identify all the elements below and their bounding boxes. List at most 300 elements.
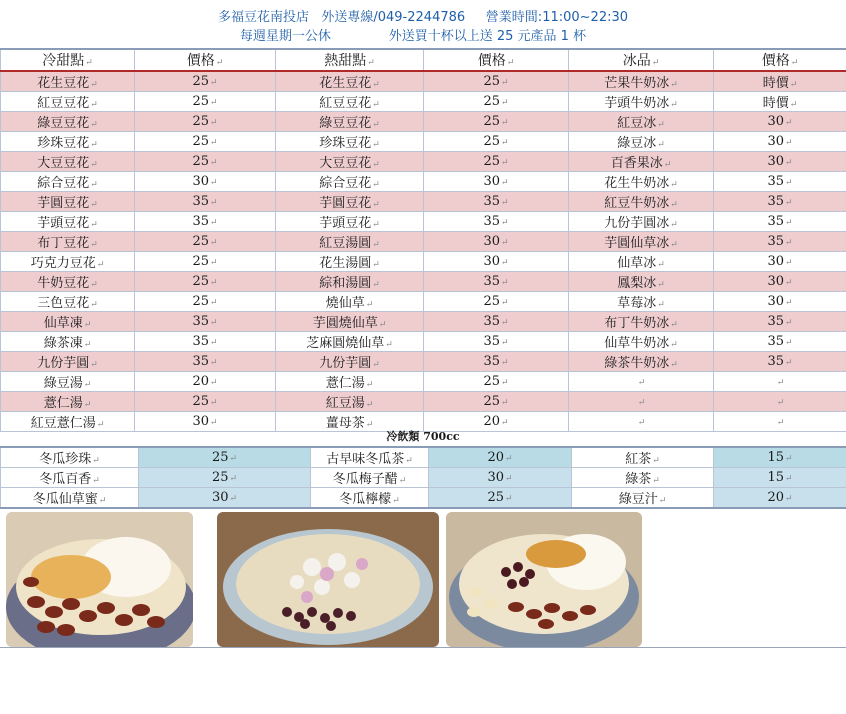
cold-dessert-price-cell bbox=[135, 92, 276, 112]
hot-dessert-name: 花生豆花 bbox=[319, 76, 372, 91]
ice-price: 30 bbox=[767, 294, 784, 309]
dessert-menu-table bbox=[0, 48, 846, 432]
paragraph-mark-icon: ↵ bbox=[501, 298, 509, 308]
cold-dessert-price-cell bbox=[135, 292, 276, 312]
menu-row bbox=[1, 132, 846, 152]
paragraph-mark-icon: ↵ bbox=[657, 140, 665, 150]
paragraph-mark-icon: ↵ bbox=[670, 80, 678, 90]
ice-name: 布丁牛奶冰 bbox=[604, 316, 670, 331]
hot-dessert-price: 25 bbox=[483, 114, 500, 129]
paragraph-mark-icon: ↵ bbox=[229, 474, 238, 484]
paragraph-mark-icon: ↵ bbox=[670, 340, 678, 350]
drink-name: 綠茶 bbox=[625, 472, 652, 487]
paragraph-mark-icon: ↵ bbox=[83, 400, 92, 410]
paragraph-mark-icon: ↵ bbox=[372, 200, 380, 210]
drink-name-cell bbox=[572, 488, 714, 509]
ice-price-cell bbox=[714, 212, 846, 232]
ice-price-cell bbox=[714, 172, 846, 192]
cold-dessert-price: 25 bbox=[192, 294, 209, 309]
hot-dessert-name-cell bbox=[276, 132, 424, 152]
paragraph-mark-icon: ↵ bbox=[215, 58, 224, 68]
paragraph-mark-icon: ↵ bbox=[83, 340, 92, 350]
drink-row bbox=[1, 468, 846, 488]
ice-price-cell bbox=[714, 252, 846, 272]
paragraph-mark-icon: ↵ bbox=[372, 180, 380, 190]
hot-dessert-price-cell bbox=[424, 112, 569, 132]
paragraph-mark-icon: ↵ bbox=[505, 494, 513, 504]
menu-row bbox=[1, 352, 846, 372]
ice-name: 仙草冰 bbox=[617, 256, 657, 271]
ice-price: 35 bbox=[767, 174, 784, 189]
paragraph-mark-icon: ↵ bbox=[670, 240, 678, 250]
paragraph-mark-icon: ↵ bbox=[501, 358, 509, 368]
paragraph-mark-icon: ↵ bbox=[210, 338, 218, 348]
hot-dessert-name-cell bbox=[276, 152, 424, 172]
cold-dessert-name: 薏仁湯 bbox=[43, 396, 83, 411]
ice-name: 鳳梨冰 bbox=[617, 276, 657, 291]
paragraph-mark-icon: ↵ bbox=[210, 98, 218, 108]
ice-name-cell bbox=[569, 132, 714, 152]
cold-dessert-name: 珍珠豆花 bbox=[37, 136, 90, 151]
paragraph-mark-icon: ↵ bbox=[210, 358, 218, 368]
paragraph-mark-icon: ↵ bbox=[210, 378, 218, 388]
cold-dessert-name: 綠茶凍 bbox=[43, 336, 83, 351]
cold-dessert-name-cell bbox=[1, 71, 135, 92]
hot-dessert-price: 25 bbox=[483, 374, 500, 389]
ice-price-cell bbox=[714, 392, 846, 412]
menu-header-cell bbox=[569, 49, 714, 71]
paragraph-mark-icon: ↵ bbox=[785, 198, 793, 208]
ice-price-cell bbox=[714, 232, 846, 252]
cold-dessert-name-cell bbox=[1, 132, 135, 152]
menu-header-cell bbox=[135, 49, 276, 71]
hot-dessert-name-cell bbox=[276, 232, 424, 252]
hot-dessert-price: 25 bbox=[483, 154, 500, 169]
paragraph-mark-icon: ↵ bbox=[372, 240, 380, 250]
column-header: 價格 bbox=[761, 53, 790, 69]
ice-price-cell bbox=[714, 272, 846, 292]
paragraph-mark-icon: ↵ bbox=[785, 238, 793, 248]
paragraph-mark-icon: ↵ bbox=[670, 180, 678, 190]
hot-dessert-name-cell bbox=[276, 352, 424, 372]
cold-dessert-price: 25 bbox=[192, 134, 209, 149]
hot-dessert-name: 紅豆湯圓 bbox=[319, 236, 372, 251]
drink-name-cell bbox=[311, 447, 429, 468]
cold-dessert-price: 25 bbox=[192, 394, 209, 409]
hot-dessert-name: 九份芋圓 bbox=[319, 356, 372, 371]
paragraph-mark-icon: ↵ bbox=[501, 398, 509, 408]
drink-price: 20 bbox=[767, 490, 784, 505]
cold-dessert-price-cell bbox=[135, 172, 276, 192]
cold-dessert-name-cell bbox=[1, 232, 135, 252]
ice-name: 草莓冰 bbox=[617, 296, 657, 311]
paragraph-mark-icon: ↵ bbox=[372, 260, 380, 270]
drink-price-cell bbox=[714, 468, 846, 488]
column-header: 熱甜點 bbox=[324, 53, 367, 69]
column-header: 冷甜點 bbox=[42, 53, 85, 69]
drink-name: 冬瓜百香 bbox=[39, 472, 92, 487]
paragraph-mark-icon: ↵ bbox=[210, 198, 218, 208]
cold-dessert-price: 35 bbox=[192, 334, 209, 349]
ice-price: 時價 bbox=[762, 76, 789, 91]
paragraph-mark-icon: ↵ bbox=[657, 120, 665, 130]
photo-hot-rice-ball-soup bbox=[217, 512, 439, 647]
cold-dessert-name-cell bbox=[1, 192, 135, 212]
cold-dessert-name: 綜合豆花 bbox=[37, 176, 90, 191]
cold-dessert-name: 芋圓豆花 bbox=[37, 196, 90, 211]
ice-name-cell bbox=[569, 232, 714, 252]
paragraph-mark-icon: ↵ bbox=[372, 220, 380, 230]
paragraph-mark-icon: ↵ bbox=[789, 100, 798, 110]
menu-row bbox=[1, 71, 846, 92]
menu-row bbox=[1, 112, 846, 132]
cold-dessert-name-cell bbox=[1, 352, 135, 372]
drink-price: 20 bbox=[487, 450, 504, 465]
paragraph-mark-icon: ↵ bbox=[210, 118, 218, 128]
cold-dessert-name-cell bbox=[1, 112, 135, 132]
hot-dessert-name-cell bbox=[276, 312, 424, 332]
hot-dessert-price-cell bbox=[424, 392, 569, 412]
cold-dessert-price-cell bbox=[135, 132, 276, 152]
cold-dessert-price-cell bbox=[135, 272, 276, 292]
paragraph-mark-icon: ↵ bbox=[785, 218, 793, 228]
paragraph-mark-icon: ↵ bbox=[210, 138, 218, 148]
ice-price: 30 bbox=[767, 274, 784, 289]
menu-row bbox=[1, 392, 846, 412]
hot-dessert-price: 35 bbox=[483, 214, 500, 229]
hot-dessert-name: 紅豆湯 bbox=[325, 396, 365, 411]
paragraph-mark-icon: ↵ bbox=[501, 378, 509, 388]
paragraph-mark-icon: ↵ bbox=[210, 318, 218, 328]
cold-dessert-price-cell bbox=[135, 372, 276, 392]
paragraph-mark-icon: ↵ bbox=[372, 280, 380, 290]
paragraph-mark-icon: ↵ bbox=[785, 454, 793, 464]
paragraph-mark-icon: ↵ bbox=[501, 198, 509, 208]
ice-price-cell bbox=[714, 372, 846, 392]
paragraph-mark-icon: ↵ bbox=[90, 80, 98, 90]
ice-price: 時價 bbox=[762, 96, 789, 111]
hot-dessert-name-cell bbox=[276, 372, 424, 392]
paragraph-mark-icon: ↵ bbox=[776, 418, 785, 428]
cold-dessert-name: 紅豆薏仁湯 bbox=[30, 416, 96, 431]
paragraph-mark-icon: ↵ bbox=[98, 496, 107, 506]
ice-price: 35 bbox=[767, 314, 784, 329]
menu-row bbox=[1, 92, 846, 112]
paragraph-mark-icon: ↵ bbox=[90, 360, 98, 370]
drink-name: 冬瓜檸檬 bbox=[339, 492, 392, 507]
drink-price-cell bbox=[714, 447, 846, 468]
ice-name-cell bbox=[569, 71, 714, 92]
paragraph-mark-icon: ↵ bbox=[501, 178, 509, 188]
cold-dessert-name-cell bbox=[1, 152, 135, 172]
hot-dessert-name: 綠豆豆花 bbox=[319, 116, 372, 131]
ice-name: 百香果冰 bbox=[610, 156, 663, 171]
ice-name-cell bbox=[569, 392, 714, 412]
cold-dessert-name-cell bbox=[1, 252, 135, 272]
hot-dessert-name-cell bbox=[276, 92, 424, 112]
ice-price: 30 bbox=[767, 254, 784, 269]
paragraph-mark-icon: ↵ bbox=[652, 476, 660, 486]
ice-name: 九份芋圓冰 bbox=[604, 216, 670, 231]
cold-dessert-name: 大豆豆花 bbox=[37, 156, 90, 171]
ice-price-cell bbox=[714, 192, 846, 212]
paragraph-mark-icon: ↵ bbox=[90, 160, 98, 170]
shop-header bbox=[0, 8, 846, 46]
menu-row bbox=[1, 372, 846, 392]
paragraph-mark-icon: ↵ bbox=[501, 138, 509, 148]
hot-dessert-price-cell bbox=[424, 332, 569, 352]
paragraph-mark-icon: ↵ bbox=[652, 456, 660, 466]
paragraph-mark-icon: ↵ bbox=[657, 280, 665, 290]
paragraph-mark-icon: ↵ bbox=[90, 200, 98, 210]
paragraph-mark-icon: ↵ bbox=[90, 120, 98, 130]
cold-dessert-name: 巧克力豆花 bbox=[30, 256, 96, 271]
cold-dessert-name-cell bbox=[1, 272, 135, 292]
hot-dessert-price: 25 bbox=[483, 134, 500, 149]
paragraph-mark-icon: ↵ bbox=[501, 338, 509, 348]
paragraph-mark-icon: ↵ bbox=[90, 240, 98, 250]
hot-dessert-name-cell bbox=[276, 212, 424, 232]
hot-dessert-price: 30 bbox=[483, 234, 500, 249]
paragraph-mark-icon: ↵ bbox=[392, 496, 400, 506]
menu-header-cell bbox=[424, 49, 569, 71]
paragraph-mark-icon: ↵ bbox=[365, 300, 374, 310]
paragraph-mark-icon: ↵ bbox=[210, 218, 218, 228]
drink-price: 30 bbox=[487, 470, 504, 485]
drink-name: 紅茶 bbox=[625, 452, 652, 467]
hot-dessert-name-cell bbox=[276, 332, 424, 352]
ice-name-cell bbox=[569, 92, 714, 112]
paragraph-mark-icon: ↵ bbox=[367, 58, 375, 68]
hot-dessert-price-cell bbox=[424, 312, 569, 332]
ice-name: 芒果牛奶冰 bbox=[604, 76, 670, 91]
paragraph-mark-icon: ↵ bbox=[210, 418, 218, 428]
drink-name-cell bbox=[1, 468, 139, 488]
paragraph-mark-icon: ↵ bbox=[785, 158, 793, 168]
cold-dessert-price-cell bbox=[135, 352, 276, 372]
paragraph-mark-icon: ↵ bbox=[372, 160, 380, 170]
paragraph-mark-icon: ↵ bbox=[776, 398, 785, 408]
paragraph-mark-icon: ↵ bbox=[651, 58, 660, 68]
menu-row bbox=[1, 212, 846, 232]
paragraph-mark-icon: ↵ bbox=[785, 494, 793, 504]
hot-dessert-price-cell bbox=[424, 192, 569, 212]
paragraph-mark-icon: ↵ bbox=[96, 260, 105, 270]
paragraph-mark-icon: ↵ bbox=[657, 300, 665, 310]
cold-dessert-price: 20 bbox=[192, 374, 209, 389]
paragraph-mark-icon: ↵ bbox=[789, 80, 798, 90]
hot-dessert-name: 薑母茶 bbox=[325, 416, 365, 431]
ice-price-cell bbox=[714, 332, 846, 352]
cold-dessert-name-cell bbox=[1, 212, 135, 232]
menu-row bbox=[1, 172, 846, 192]
ice-price: 35 bbox=[767, 234, 784, 249]
ice-name: 紅豆冰 bbox=[617, 116, 657, 131]
cold-dessert-price: 30 bbox=[192, 174, 209, 189]
shop-info-line: 多福豆花南投店 外送專線/049-2244786 營業時間:11:00~22:30 bbox=[217, 10, 629, 25]
menu-row bbox=[1, 152, 846, 172]
drink-price-cell bbox=[429, 488, 572, 509]
hot-dessert-price-cell bbox=[424, 292, 569, 312]
paragraph-mark-icon: ↵ bbox=[657, 260, 665, 270]
ice-price-cell bbox=[714, 312, 846, 332]
menu-header-cell bbox=[1, 49, 135, 71]
menu-row bbox=[1, 292, 846, 312]
paragraph-mark-icon: ↵ bbox=[85, 58, 93, 68]
cold-dessert-name: 三色豆花 bbox=[37, 296, 90, 311]
paragraph-mark-icon: ↵ bbox=[501, 78, 509, 88]
hot-dessert-price-cell bbox=[424, 71, 569, 92]
hot-dessert-name: 紅豆豆花 bbox=[319, 96, 372, 111]
cold-dessert-name: 九份芋圓 bbox=[37, 356, 90, 371]
paragraph-mark-icon: ↵ bbox=[92, 476, 100, 486]
paragraph-mark-icon: ↵ bbox=[501, 418, 509, 428]
photo-mixed-topping-tofu-pudding bbox=[446, 512, 642, 647]
cold-dessert-price-cell bbox=[135, 332, 276, 352]
drink-price-cell bbox=[139, 468, 311, 488]
drink-price: 25 bbox=[211, 450, 229, 465]
ice-name: 紅豆牛奶冰 bbox=[604, 196, 670, 211]
drink-price: 15 bbox=[767, 470, 784, 485]
hot-dessert-price: 35 bbox=[483, 334, 500, 349]
paragraph-mark-icon: ↵ bbox=[96, 420, 105, 430]
cold-dessert-price-cell bbox=[135, 71, 276, 92]
hot-dessert-name-cell bbox=[276, 172, 424, 192]
cold-dessert-price: 25 bbox=[192, 94, 209, 109]
paragraph-mark-icon: ↵ bbox=[229, 454, 238, 464]
drink-name-cell bbox=[311, 468, 429, 488]
hot-dessert-price: 30 bbox=[483, 254, 500, 269]
ice-price: 30 bbox=[767, 154, 784, 169]
paragraph-mark-icon: ↵ bbox=[90, 100, 98, 110]
cold-dessert-price: 25 bbox=[192, 274, 209, 289]
paragraph-mark-icon: ↵ bbox=[663, 160, 672, 170]
cold-dessert-price-cell bbox=[135, 232, 276, 252]
hot-dessert-price-cell bbox=[424, 372, 569, 392]
ice-name-cell bbox=[569, 172, 714, 192]
drink-name: 冬瓜珍珠 bbox=[39, 452, 92, 467]
hot-dessert-name-cell bbox=[276, 272, 424, 292]
paragraph-mark-icon: ↵ bbox=[785, 298, 793, 308]
ice-price: 30 bbox=[767, 134, 784, 149]
paragraph-mark-icon: ↵ bbox=[637, 378, 646, 388]
drink-price-cell bbox=[429, 447, 572, 468]
paragraph-mark-icon: ↵ bbox=[501, 238, 509, 248]
ice-name-cell bbox=[569, 252, 714, 272]
paragraph-mark-icon: ↵ bbox=[785, 318, 793, 328]
paragraph-mark-icon: ↵ bbox=[785, 258, 793, 268]
paragraph-mark-icon: ↵ bbox=[670, 100, 678, 110]
hot-dessert-name: 薏仁湯 bbox=[325, 376, 365, 391]
hot-dessert-price: 35 bbox=[483, 194, 500, 209]
paragraph-mark-icon: ↵ bbox=[501, 318, 509, 328]
menu-row bbox=[1, 232, 846, 252]
hot-dessert-price-cell bbox=[424, 132, 569, 152]
hot-dessert-price-cell bbox=[424, 252, 569, 272]
paragraph-mark-icon: ↵ bbox=[365, 420, 374, 430]
hot-dessert-price: 25 bbox=[483, 294, 500, 309]
hot-dessert-price-cell bbox=[424, 172, 569, 192]
paragraph-mark-icon: ↵ bbox=[501, 278, 509, 288]
hot-dessert-price: 30 bbox=[483, 174, 500, 189]
drink-price-cell bbox=[139, 488, 311, 509]
ice-name: 芋頭牛奶冰 bbox=[604, 96, 670, 111]
ice-price: 35 bbox=[767, 194, 784, 209]
hot-dessert-name: 芋圓燒仙草 bbox=[312, 316, 378, 331]
hot-dessert-price: 35 bbox=[483, 314, 500, 329]
paragraph-mark-icon: ↵ bbox=[670, 200, 678, 210]
hot-dessert-name-cell bbox=[276, 292, 424, 312]
cold-dessert-name-cell bbox=[1, 332, 135, 352]
ice-price: 35 bbox=[767, 334, 784, 349]
ice-name-cell bbox=[569, 332, 714, 352]
ice-price-cell bbox=[714, 352, 846, 372]
cold-dessert-name: 芋頭豆花 bbox=[37, 216, 90, 231]
hot-dessert-price-cell bbox=[424, 92, 569, 112]
cold-dessert-price: 35 bbox=[192, 354, 209, 369]
paragraph-mark-icon: ↵ bbox=[785, 358, 793, 368]
paragraph-mark-icon: ↵ bbox=[398, 476, 407, 486]
paragraph-mark-icon: ↵ bbox=[670, 320, 678, 330]
paragraph-mark-icon: ↵ bbox=[372, 100, 380, 110]
cold-dessert-name: 綠豆豆花 bbox=[37, 116, 90, 131]
cold-dessert-price: 25 bbox=[192, 154, 209, 169]
drink-price: 25 bbox=[211, 470, 229, 485]
paragraph-mark-icon: ↵ bbox=[210, 258, 218, 268]
cold-drinks-caption: 冷飲類 700cc bbox=[386, 430, 460, 443]
paragraph-mark-icon: ↵ bbox=[501, 258, 509, 268]
hot-dessert-price: 25 bbox=[483, 74, 500, 89]
paragraph-mark-icon: ↵ bbox=[670, 360, 678, 370]
hot-dessert-name: 芋圓豆花 bbox=[319, 196, 372, 211]
ice-name-cell bbox=[569, 272, 714, 292]
hot-dessert-price: 35 bbox=[483, 274, 500, 289]
cold-dessert-price: 25 bbox=[192, 74, 209, 89]
paragraph-mark-icon: ↵ bbox=[637, 398, 646, 408]
drink-name-cell bbox=[311, 488, 429, 509]
ice-name-cell bbox=[569, 312, 714, 332]
paragraph-mark-icon: ↵ bbox=[385, 340, 393, 350]
menu-header-row bbox=[1, 49, 846, 71]
drink-name: 冬瓜梅子醋 bbox=[332, 472, 398, 487]
paragraph-mark-icon: ↵ bbox=[501, 158, 509, 168]
ice-name: 花生牛奶冰 bbox=[604, 176, 670, 191]
cold-dessert-name: 綠豆湯 bbox=[43, 376, 83, 391]
paragraph-mark-icon: ↵ bbox=[210, 178, 218, 188]
paragraph-mark-icon: ↵ bbox=[776, 378, 785, 388]
cold-dessert-name-cell bbox=[1, 92, 135, 112]
paragraph-mark-icon: ↵ bbox=[90, 140, 98, 150]
hot-dessert-name: 綜和湯圓 bbox=[319, 276, 372, 291]
ice-name-cell bbox=[569, 372, 714, 392]
hot-dessert-name: 綜合豆花 bbox=[319, 176, 372, 191]
ice-name-cell bbox=[569, 152, 714, 172]
paragraph-mark-icon: ↵ bbox=[210, 78, 218, 88]
drink-name-cell bbox=[572, 468, 714, 488]
hot-dessert-price-cell bbox=[424, 232, 569, 252]
cold-dessert-name-cell bbox=[1, 392, 135, 412]
menu-row bbox=[1, 192, 846, 212]
ice-name: 綠豆冰 bbox=[617, 136, 657, 151]
ice-name: 芋圓仙草冰 bbox=[604, 236, 670, 251]
drink-name-cell bbox=[572, 447, 714, 468]
paragraph-mark-icon: ↵ bbox=[210, 398, 218, 408]
drink-name: 綠豆汁 bbox=[618, 492, 658, 507]
paragraph-mark-icon: ↵ bbox=[90, 180, 98, 190]
hot-dessert-price: 25 bbox=[483, 94, 500, 109]
cold-dessert-price-cell bbox=[135, 252, 276, 272]
paragraph-mark-icon: ↵ bbox=[785, 178, 793, 188]
